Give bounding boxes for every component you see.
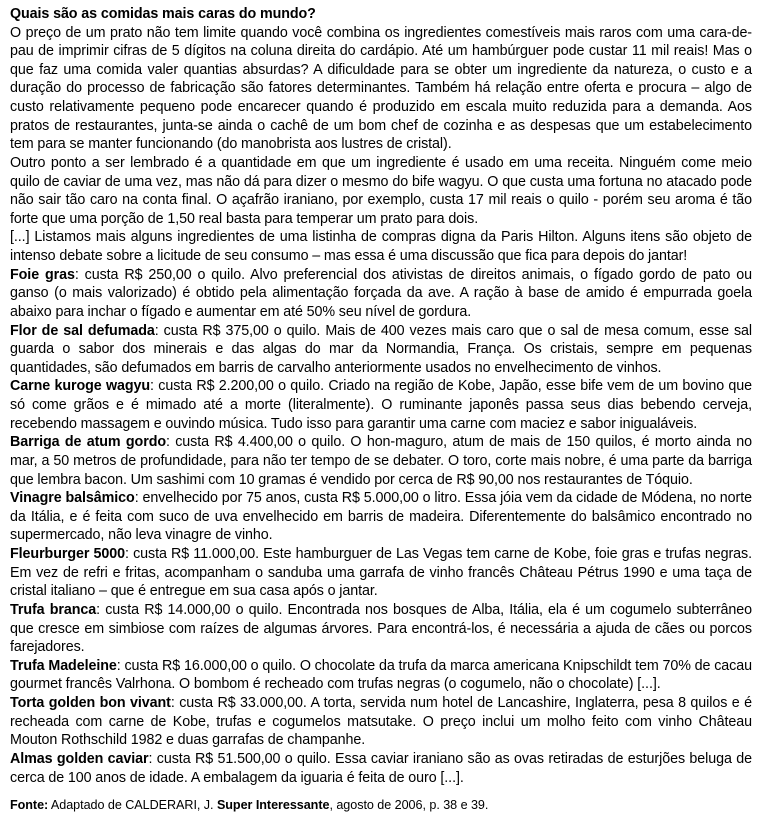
entry-label-carne-kuroge-wagyu: Carne kuroge wagyu <box>10 378 151 395</box>
entry-label-foie-gras: Foie gras <box>10 266 75 283</box>
entry-almas-golden-caviar <box>10 750 752 787</box>
page-title: Quais são as comidas mais caras do mundo? <box>10 6 316 22</box>
source-label: Fonte: <box>10 798 49 813</box>
source-publication: Super Interessante <box>216 798 330 813</box>
entry-foie-gras <box>10 266 752 322</box>
entry-text-vinagre-balsamico: : envelhecido por 75 anos, custa R$ 5.000,00 o litro. Essa jóia vem da cidade de Módena, no norte da Itália, e é feita com suco de uva envelhecido em barris de madeira. Diferentemente do balsâmico encontrado no supermercado, não leva vinagre de vinho. <box>10 490 752 544</box>
entry-text-trufa-madeleine: : custa R$ 16.000,00 o quilo. O chocolate da trufa da marca americana Knipschildt tem 70% de cacau gourmet francês Valrhona. O bombom é recheado com trufas negras (o cogumelo, não o chocolate) [...]. <box>10 657 752 693</box>
entry-label-trufa-branca: Trufa branca <box>10 601 97 618</box>
entry-torta-golden-bon-vivant <box>10 694 752 750</box>
entry-text-foie-gras: : custa R$ 250,00 o quilo. Alvo preferencial dos ativistas de direitos animais, o fígado gordo de pato ou ganso (o mais valorizado) é obtido pela alimentação forçada da ave. A ração à base de amido é empurrada goela abaixo para inchar o fígado e aumentar em até 50% seu nível de gordura. <box>10 266 752 320</box>
source-details: , agosto de 2006, p. 38 e 39. <box>329 798 489 813</box>
entry-vinagre-balsamico <box>10 489 752 545</box>
entry-trufa-branca <box>10 601 752 657</box>
paragraph-intro-3: [...] Listamos mais alguns ingredientes de uma listinha de compras digna da Paris Hilton. Alguns itens são objeto de intenso debate sobre a licitude de seu consumo – mas essa é uma discussão que fica para depois do jantar! <box>10 229 752 265</box>
source-citation <box>10 796 752 815</box>
entry-label-barriga-de-atum-gordo: Barriga de atum gordo <box>10 434 166 451</box>
entry-text-fleurburger-5000: : custa R$ 11.000,00. Este hamburguer de Las Vegas tem carne de Kobe, foie gras e trufas negras. Em vez de refri e fritas, acompanham o sanduba uma garrafa de vinho francês Château Pétrus 1990 e uma taça de cristal italiano – que é entregue em sua casa após o jantar. <box>10 546 752 600</box>
entry-fleurburger-5000 <box>10 545 752 601</box>
entry-label-trufa-madeleine: Trufa Madeleine <box>10 657 117 674</box>
entry-label-almas-golden-caviar: Almas golden caviar <box>10 750 149 767</box>
entry-text-flor-de-sal-defumada: : custa R$ 375,00 o quilo. Mais de 400 vezes mais caro que o sal de mesa comum, esse sal guarda o sabor dos minerais e das algas do mar da Normandia, França. Os cristais, sempre em pequenas quantidades, são defumados em barris de carvalho anteriormente usados no envelhecimento de vinhos. <box>10 322 753 376</box>
entry-trufa-madeleine <box>10 657 752 694</box>
paragraph-intro-1: O preço de um prato não tem limite quando você combina os ingredientes comestíveis mais raros com uma cara-de-pau de imprimir cifras de 5 dígitos na coluna direita do cardápio. Até um hambúrguer pode custar 11 mil reais! Mas o que faz uma comida valer quantias absurdas? A dificuldade para se obter um ingrediente da natureza, o custo e a duração do processo de fabricação são fatores determinantes. Também há relação entre oferta e procura – algo de custo relativamente pequeno pode encarecer quando é produzido em escala muito reduzida para a demanda. Aos pratos de restaurantes, junta-se ainda o cachê de um bom chef de cozinha e as despesas que um estabelecimento tem para se manter funcionando (do manobrista aos lustres de cristal). <box>10 24 752 153</box>
source-author: Adaptado de CALDERARI, J. <box>48 798 217 813</box>
entry-label-vinagre-balsamico: Vinagre balsâmico <box>10 490 135 507</box>
entry-label-torta-golden-bon-vivant: Torta golden bon vivant <box>10 695 171 712</box>
entry-flor-de-sal-defumada <box>10 322 752 378</box>
entry-text-almas-golden-caviar: : custa R$ 51.500,00 o quilo. Essa caviar iraniano são as ovas retiradas de esturjões beluga de cerca de 100 anos de idade. A embalagem da iguaria é feita de ouro [...]. <box>10 750 752 786</box>
entry-carne-kuroge-wagyu <box>10 377 752 433</box>
entry-text-torta-golden-bon-vivant: : custa R$ 33.000,00. A torta, servida num hotel de Lancashire, Inglaterra, pesa 8 quilos e é recheada com carne de Kobe, trufas e cogumelos matsutake. O preço inclui um molho feito com vinho Château Mouton Rothschild 1982 e duas garrafas de champanhe. <box>10 695 752 749</box>
entry-text-carne-kuroge-wagyu: : custa R$ 2.200,00 o quilo. Criado na região de Kobe, Japão, esse bife vem de um bovino que só come grãos e é mimado até a morte (literalmente). O ruminante japonês passa seus dias bebendo cerveja, recebendo massagem e ouvindo música. Tudo isso para garantir uma carne com maciez e sabor inigualáveis. <box>10 378 753 432</box>
entry-barriga-de-atum-gordo <box>10 433 752 489</box>
paragraph-intro-2: Outro ponto a ser lembrado é a quantidade em que um ingrediente é usado em uma receita. Ninguém come meio quilo de caviar de uma vez, mas não dá para dizer o mesmo do bife wagyu. O que custa uma fortuna no atacado pode não sair tão caro na conta final. O açafrão iraniano, por exemplo, custa 17 mil reais o quilo - porém seu aroma é tão forte que uma porção de 1,50 real basta para temperar um prato para dois. <box>10 154 752 227</box>
entry-text-trufa-branca: : custa R$ 14.000,00 o quilo. Encontrada nos bosques de Alba, Itália, ela é um cogumelo subterrâneo que cresce em simbiose com raízes de algumas árvores. Para encontrá-los, é necessária a ajuda de cães ou porcos farejadores. <box>10 601 752 656</box>
entry-label-flor-de-sal-defumada: Flor de sal defumada <box>10 322 155 339</box>
entry-text-barriga-de-atum-gordo: : custa R$ 4.400,00 o quilo. O hon-maguro, atum de mais de 150 quilos, é morto ainda no mar, a 50 metros de profundidade, para não ter tempo de se debater. O toro, corte mais nobre, é uma parte da barriga que lembra bacon. Um sashimi com 10 gramas é vendido por cerca de R$ 90,00 nos restaurantes de Tóquio. <box>10 434 752 488</box>
entry-label-fleurburger-5000: Fleurburger 5000 <box>10 546 126 563</box>
